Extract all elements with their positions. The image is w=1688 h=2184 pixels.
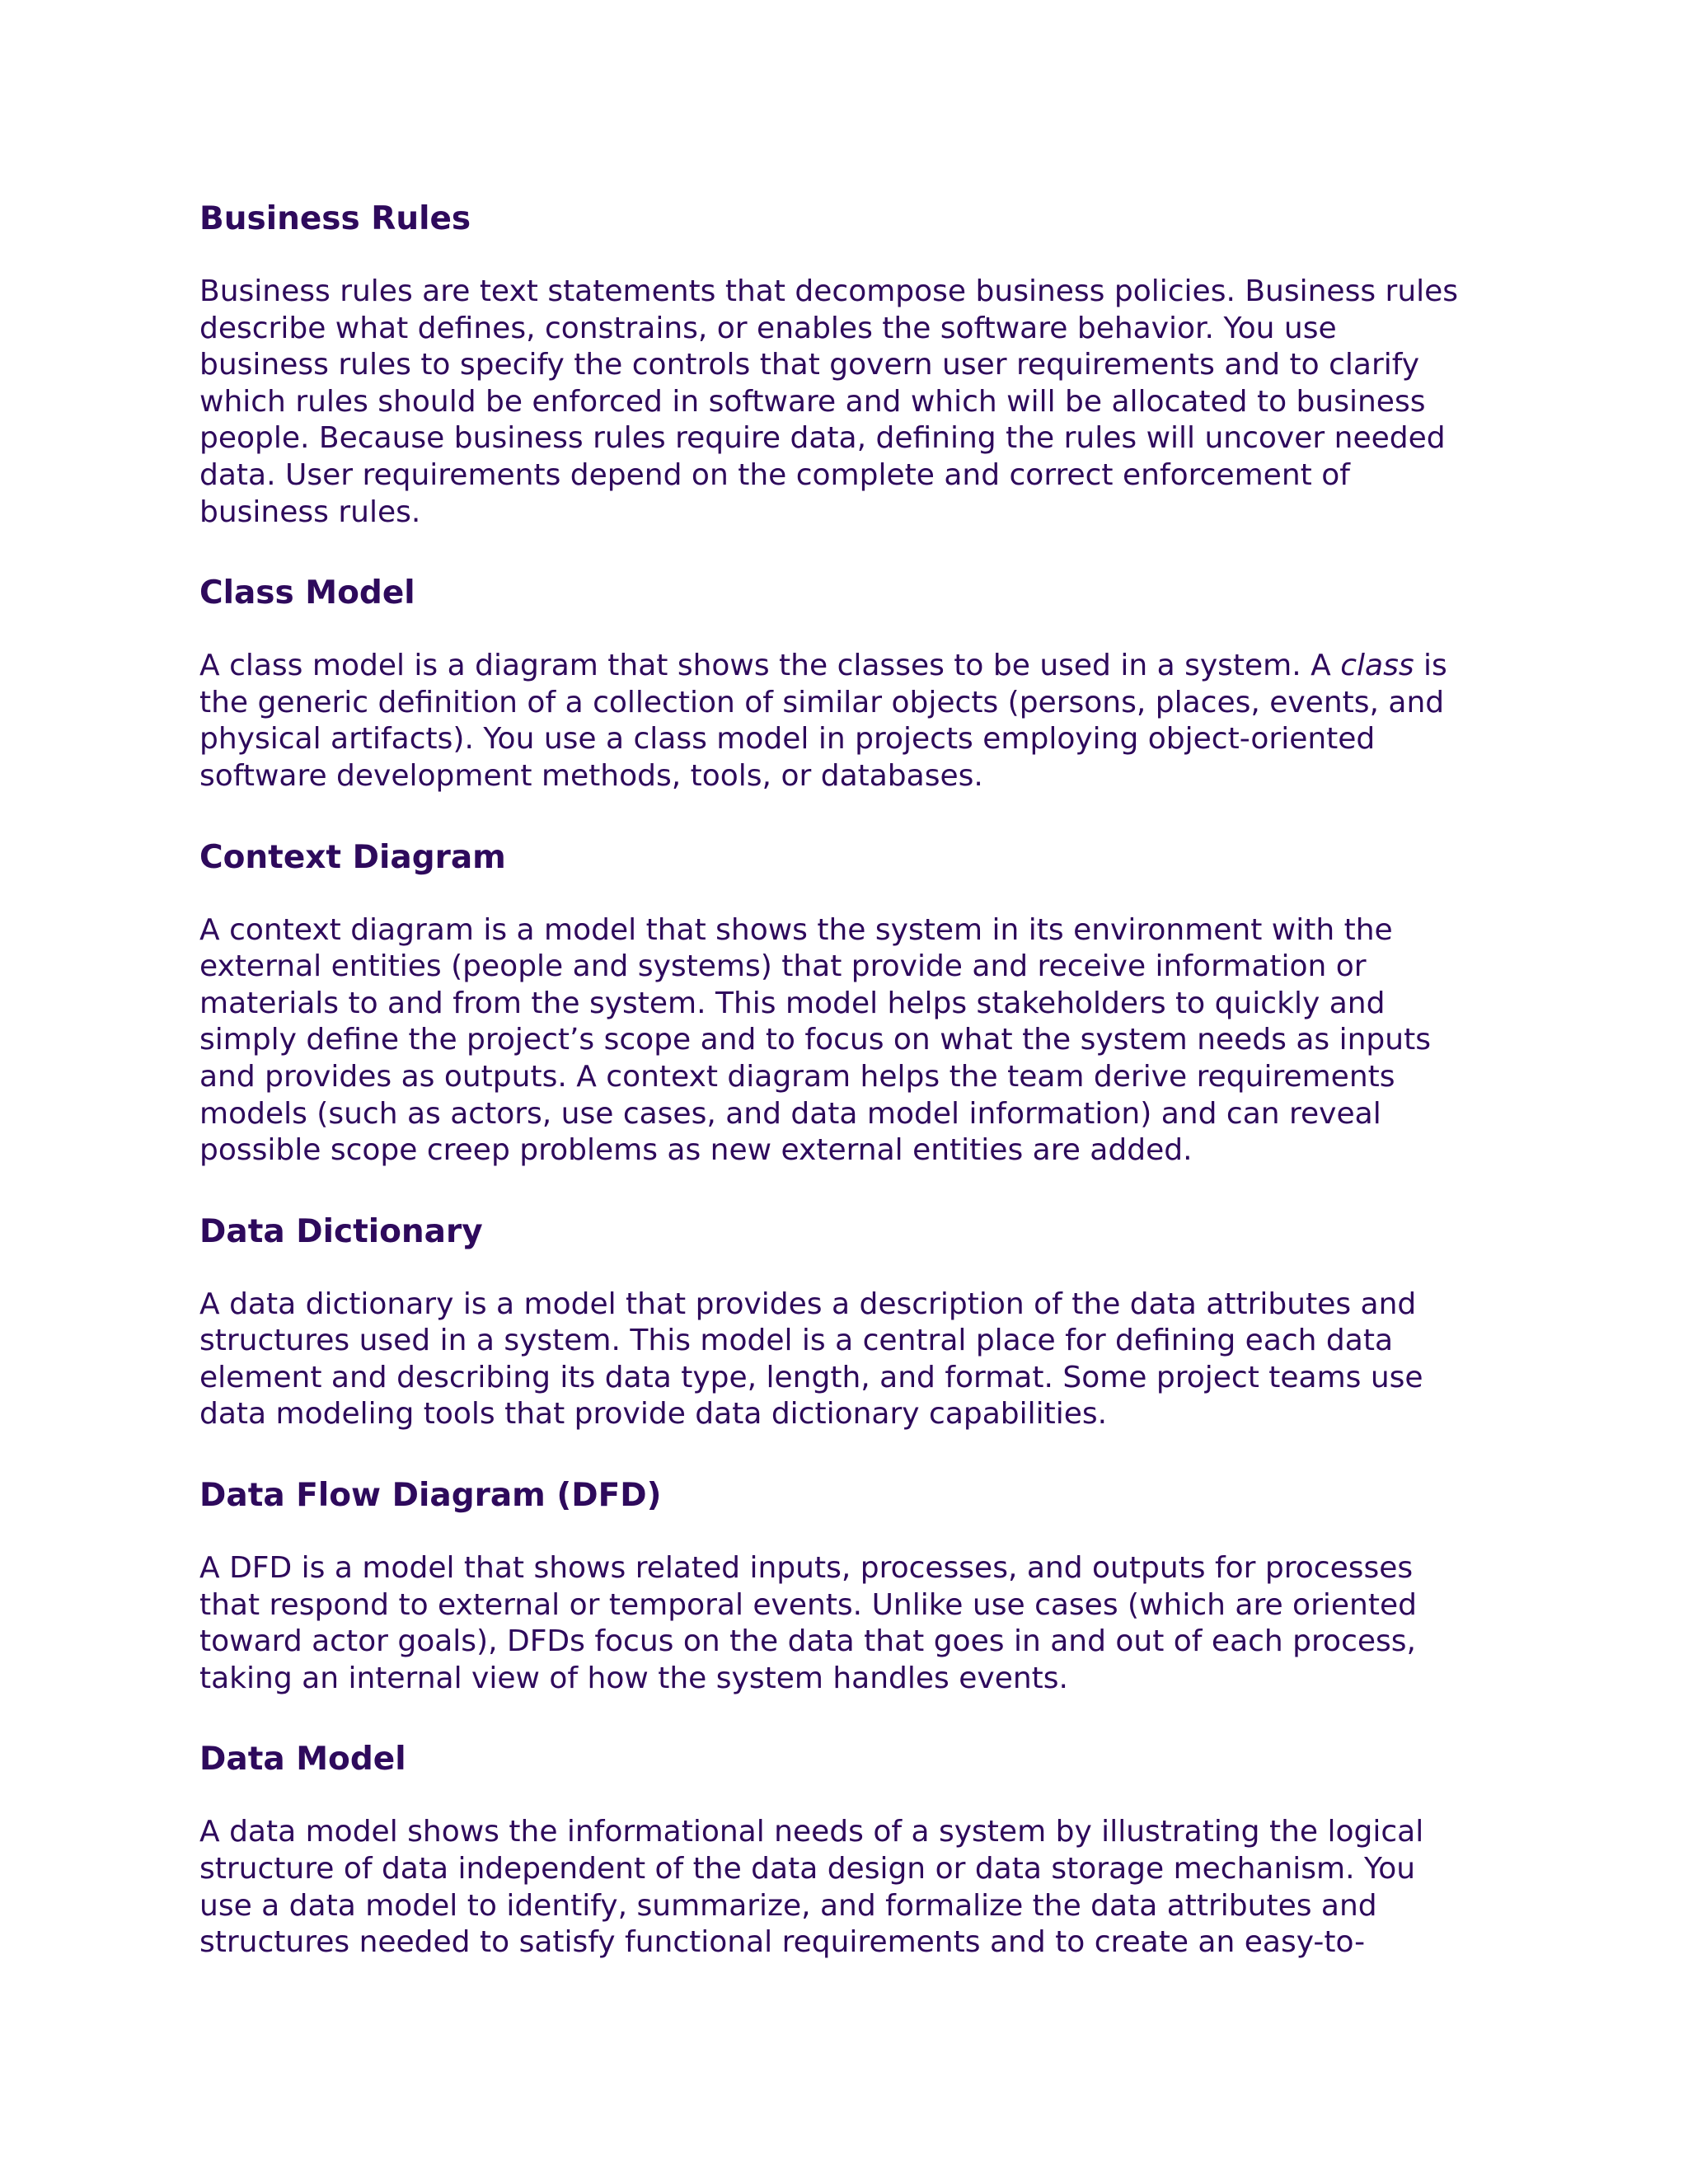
section-data-dictionary bbox=[199, 1211, 1518, 1433]
section-data-model bbox=[199, 1738, 1518, 1961]
paragraph-line: simply define the project’s scope and to focus on what the system needs as inputs bbox=[199, 1023, 1431, 1057]
paragraph-line: structure of data independent of the data design or data storage mechanism. You bbox=[199, 1852, 1416, 1886]
section-heading: Class Model bbox=[199, 574, 415, 612]
line-text: A class model is a diagram that shows the classes to be used in a system. A bbox=[199, 649, 1341, 683]
paragraph-line: taking an internal view of how the system handles events. bbox=[199, 1661, 1068, 1695]
paragraph-line: data modeling tools that provide data dictionary capabilities. bbox=[199, 1397, 1108, 1432]
paragraph-line: physical artifacts). You use a class model in projects employing object-oriented bbox=[199, 722, 1376, 757]
paragraph-line: A data dictionary is a model that provides a description of the data attributes and bbox=[199, 1286, 1417, 1321]
paragraph-line: structures used in a system. This model is a central place for defining each data bbox=[199, 1324, 1394, 1358]
paragraph-line: possible scope creep problems as new external entities are added. bbox=[199, 1133, 1193, 1168]
section-paragraph bbox=[199, 648, 1518, 794]
document-page bbox=[199, 198, 1518, 2003]
section-data-flow-diagram bbox=[199, 1474, 1518, 1697]
section-business-rules bbox=[199, 198, 1518, 531]
paragraph-line: use a data model to identify, summarize, and formalize the data attributes and bbox=[199, 1888, 1377, 1923]
paragraph-line: element and describing its data type, length, and format. Some project teams use bbox=[199, 1360, 1423, 1394]
paragraph-line: which rules should be enforced in software and which will be allocated to business bbox=[199, 384, 1426, 419]
section-paragraph bbox=[199, 1550, 1518, 1697]
paragraph-line: describe what defines, constrains, or enables the software behavior. You use bbox=[199, 311, 1337, 345]
section-heading: Context Diagram bbox=[199, 838, 506, 876]
section-paragraph bbox=[199, 274, 1518, 531]
paragraph-line: business rules to specify the controls that govern user requirements and to clarify bbox=[199, 348, 1420, 382]
paragraph-line: external entities (people and systems) that provide and receive information or bbox=[199, 949, 1367, 984]
paragraph-line: A data model shows the informational needs of a system by illustrating the logical bbox=[199, 1815, 1424, 1849]
paragraph-line: materials to and from the system. This model helps stakeholders to quickly and bbox=[199, 986, 1386, 1020]
paragraph-line: Business rules are text statements that decompose business policies. Business rules bbox=[199, 274, 1459, 308]
section-heading: Data Model bbox=[199, 1741, 406, 1779]
section-heading: Business Rules bbox=[199, 200, 471, 237]
paragraph-line: that respond to external or temporal events. Unlike use cases (which are oriented bbox=[199, 1587, 1417, 1622]
line-text: is bbox=[1414, 649, 1447, 683]
section-paragraph bbox=[199, 1814, 1518, 1961]
paragraph-line: data. User requirements depend on the complete and correct enforcement of bbox=[199, 457, 1350, 492]
paragraph-line: people. Because business rules require data, defining the rules will uncover needed bbox=[199, 421, 1446, 456]
paragraph-line: the generic definition of a collection of similar objects (persons, places, events, and bbox=[199, 685, 1445, 719]
paragraph-line: toward actor goals), DFDs focus on the data that goes in and out of each process, bbox=[199, 1624, 1416, 1659]
italic-term: class bbox=[1340, 649, 1414, 683]
section-paragraph bbox=[199, 912, 1518, 1169]
section-context-diagram bbox=[199, 837, 1518, 1169]
paragraph-line: software development methods, tools, or databases. bbox=[199, 758, 983, 793]
paragraph-line: structures needed to satisfy functional requirements and to create an easy-to- bbox=[199, 1925, 1366, 1960]
paragraph-line: and provides as outputs. A context diagram helps the team derive requirements bbox=[199, 1059, 1395, 1094]
paragraph-line: A DFD is a model that shows related inputs, processes, and outputs for processes bbox=[199, 1551, 1414, 1586]
paragraph-line: business rules. bbox=[199, 494, 421, 529]
paragraph-line: models (such as actors, use cases, and data model information) and can reveal bbox=[199, 1096, 1381, 1131]
section-heading: Data Dictionary bbox=[199, 1212, 483, 1250]
section-paragraph bbox=[199, 1286, 1518, 1433]
section-heading: Data Flow Diagram (DFD) bbox=[199, 1477, 662, 1515]
paragraph-line bbox=[199, 648, 1518, 685]
section-class-model bbox=[199, 572, 1518, 794]
paragraph-line: A context diagram is a model that shows the system in its environment with the bbox=[199, 912, 1393, 947]
